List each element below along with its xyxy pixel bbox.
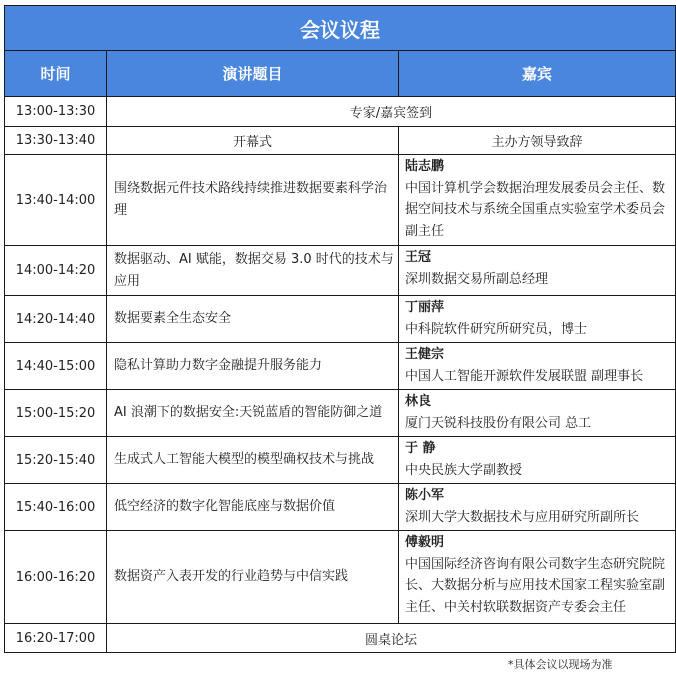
table-row	[5, 127, 676, 155]
table-row	[5, 531, 676, 624]
table-row	[5, 246, 676, 296]
time-cell: 13:00-13:30	[5, 97, 107, 127]
speaker-role: 厦门天锐科技股份有限公司 总工	[405, 415, 592, 431]
speaker-role: 中央民族大学副教授	[405, 462, 523, 478]
speaker-name: 于 静	[405, 441, 436, 456]
table-row	[5, 296, 676, 343]
guest-cell	[399, 246, 676, 296]
speaker-role: 中国人工智能开源软件发展联盟 副理事长	[405, 368, 644, 384]
table-row	[5, 484, 676, 531]
speaker-role: 中国计算机学会数据治理发展委员会主任、数据空间技术与系统全国重点实验室学术委员会 副主任	[405, 180, 666, 239]
topic-cell: 数据资产入表开发的行业趋势与中信实践	[107, 531, 399, 624]
table-row	[5, 437, 676, 484]
topic-cell: 数据驱动、AI 赋能，数据交易 3.0 时代的技术与应用	[107, 246, 399, 296]
guest-cell: 主办方领导致辞	[399, 127, 676, 155]
speaker-name: 王健宗	[405, 347, 445, 362]
table-row	[5, 624, 676, 653]
header-time: 时间	[5, 51, 107, 97]
time-cell: 15:20-15:40	[5, 437, 107, 484]
speaker-role: 深圳大学大数据技术与应用研究所副所长	[405, 509, 640, 525]
topic-cell: 数据要素全生态安全	[107, 296, 399, 343]
time-cell: 16:00-16:20	[5, 531, 107, 624]
header-guest: 嘉宾	[399, 51, 676, 97]
agenda-title: 会议议程	[5, 6, 676, 51]
header-topic: 演讲题目	[107, 51, 399, 97]
topic-cell: AI 浪潮下的数据安全:天锐蓝盾的智能防御之道	[107, 390, 399, 437]
guest-cell	[399, 484, 676, 531]
table-row	[5, 343, 676, 390]
topic-cell: 开幕式	[107, 127, 399, 155]
guest-cell	[399, 296, 676, 343]
table-row	[5, 155, 676, 246]
topic-cell: 隐私计算助力数字金融提升服务能力	[107, 343, 399, 390]
guest-cell	[399, 531, 676, 624]
speaker-name: 陆志鹏	[405, 159, 445, 174]
table-row	[5, 97, 676, 127]
time-cell: 15:40-16:00	[5, 484, 107, 531]
topic-cell: 生成式人工智能大模型的模型确权技术与挑战	[107, 437, 399, 484]
agenda-table	[4, 5, 676, 653]
guest-cell	[399, 343, 676, 390]
time-cell: 13:30-13:40	[5, 127, 107, 155]
guest-cell	[399, 437, 676, 484]
speaker-role: 中科院软件研究所研究员，博士	[405, 321, 588, 337]
time-cell: 14:00-14:20	[5, 246, 107, 296]
time-cell: 16:20-17:00	[5, 624, 107, 653]
speaker-role: 中国国际经济咨询有限公司数字生态研究院院长、大数据分析与应用技术国家工程实验室副主任、中关村软联数据资产专委会主任	[405, 556, 666, 615]
footnote: *具体会议以现场为准	[508, 658, 613, 671]
guest-cell	[399, 390, 676, 437]
speaker-name: 陈小军	[405, 488, 445, 503]
topic-cell: 低空经济的数字化智能底座与数据价值	[107, 484, 399, 531]
speaker-name: 丁丽萍	[405, 300, 445, 315]
guest-cell	[399, 155, 676, 246]
time-cell: 14:20-14:40	[5, 296, 107, 343]
merged-cell: 专家/嘉宾签到	[107, 97, 676, 127]
time-cell: 13:40-14:00	[5, 155, 107, 246]
merged-cell: 圆桌论坛	[107, 624, 676, 653]
table-row	[5, 390, 676, 437]
topic-cell: 围绕数据元件技术路线持续推进数据要素科学治理	[107, 155, 399, 246]
time-cell: 14:40-15:00	[5, 343, 107, 390]
speaker-name: 傅毅明	[405, 535, 445, 550]
speaker-name: 林良	[405, 394, 432, 409]
speaker-role: 深圳数据交易所副总经理	[405, 271, 549, 287]
time-cell: 15:00-15:20	[5, 390, 107, 437]
speaker-name: 王冠	[405, 250, 432, 265]
